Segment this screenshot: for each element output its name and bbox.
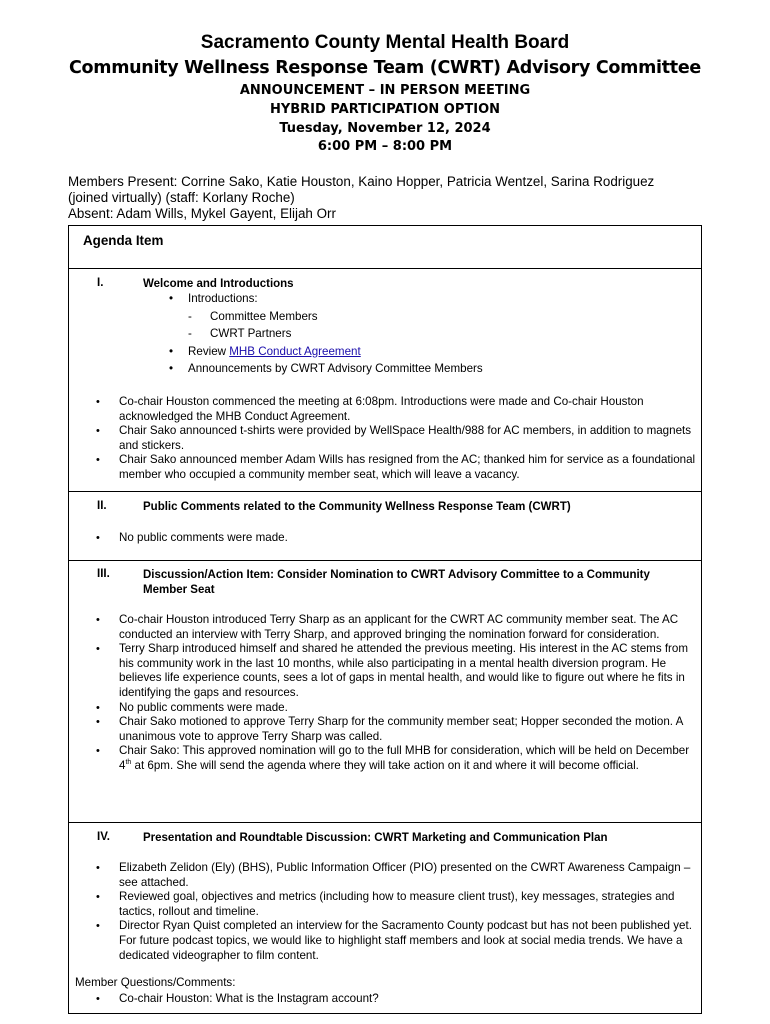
section-2-notes: [69, 531, 703, 546]
member-questions: [69, 992, 703, 1007]
row-divider: [69, 268, 701, 269]
list-item: [69, 343, 703, 361]
note-text: at 6pm. She will send the agenda where they will take action on it and where it will become official.: [131, 758, 639, 772]
org-title: Sacramento County Mental Health Board: [200, 32, 570, 53]
ordinal-suffix: th: [125, 759, 132, 767]
conduct-agreement-link[interactable]: MHB Conduct Agreement: [229, 344, 361, 358]
list-item: [69, 744, 703, 773]
section-title: Presentation and Roundtable Discussion: CWRT Marketing and Communication Plan: [143, 832, 608, 844]
section-title: Public Comments related to the Community Wellness Response Team (CWRT): [143, 501, 571, 513]
members-absent: Absent: Adam Wills, Mykel Gayent, Elijah Orr: [68, 206, 336, 221]
list-item: • Chair Sako announced member Adam Wills has resigned from the AC; thanked him for service as a foundational member who occupied a community member seat, which will leave a vacancy.: [69, 453, 703, 482]
intro-outline: [69, 290, 703, 378]
section-3-notes: [69, 613, 703, 774]
list-item: • Chair Sako announced t-shirts were provided by WellSpace Health/988 for AC members, in addition to magnets and stickers.: [69, 424, 703, 453]
list-item: - Committee Members: [69, 308, 703, 326]
list-item: • Elizabeth Zelidon (Ely) (BHS), Public Information Officer (PIO) presented on the CWRT Awareness Campaign – see attached.: [69, 861, 703, 890]
row-divider: [69, 822, 701, 823]
section-number: IV.: [97, 831, 111, 843]
section-title: Welcome and Introductions: [143, 278, 294, 290]
row-divider: [69, 491, 701, 492]
list-item: • Terry Sharp introduced himself and shared he attended the previous meeting. His interest in the AC stems from his community work in the last 10 months, while also participating in a mental health diversion program. He believes life experience counts, sees a lot of gaps in mental health, and would like to figure out where he fits in identifying the gaps and resources.: [69, 642, 703, 700]
committee-title: Community Wellness Response Team (CWRT) Advisory Committee: [69, 58, 701, 78]
list-item: • Announcements by CWRT Advisory Committee Members: [69, 360, 703, 378]
members-present-cont: (joined virtually) (staff: Korlany Roche): [68, 190, 295, 205]
meeting-date: Tuesday, November 12, 2024: [279, 121, 491, 136]
member-questions-label: Member Questions/Comments:: [75, 976, 236, 989]
attendance: [68, 174, 718, 222]
section-1-notes: [69, 395, 703, 483]
announcement-line: ANNOUNCEMENT – IN PERSON MEETING: [239, 83, 531, 98]
list-item: • No public comments were made.: [69, 701, 703, 716]
list-item: • Director Ryan Quist completed an interview for the Sacramento County podcast but has not been published yet. For future podcast topics, we would like to highlight staff members and look at social media trends. We have a dedicated videographer to film content.: [69, 919, 703, 963]
list-item: • Chair Sako motioned to approve Terry Sharp for the community member seat; Hopper seconded the motion. A unanimous vote to approve Terry Sharp was called.: [69, 715, 703, 744]
agenda-header: Agenda Item: [83, 233, 164, 248]
members-present: Members Present: Corrine Sako, Katie Houston, Kaino Hopper, Patricia Wentzel, Sarina Rodriguez: [68, 174, 655, 189]
agenda-table: [68, 225, 702, 1014]
section-4-notes: [69, 861, 703, 963]
section-number: I.: [97, 277, 104, 289]
list-item: • Co-chair Houston introduced Terry Sharp as an applicant for the CWRT AC community member seat. The AC conducted an interview with Terry Sharp, and approved bringing the nomination forward for consideration.: [69, 613, 703, 642]
list-item: - CWRT Partners: [69, 325, 703, 343]
list-item: • Co-chair Houston: What is the Instagram account?: [69, 992, 703, 1007]
note-text: Chair Sako: This approved nomination will go to the full MHB for consideration, which will be held on December 4: [119, 744, 690, 772]
section-number: III.: [97, 568, 110, 580]
list-item: • Co-chair Houston commenced the meeting at 6:08pm. Introductions were made and Co-chair Houston acknowledged the MHB Conduct Agreement.: [69, 395, 703, 424]
section-number: II.: [97, 500, 107, 512]
list-item: • No public comments were made.: [69, 531, 703, 546]
meeting-time: 6:00 PM – 8:00 PM: [317, 139, 453, 154]
row-divider: [69, 560, 701, 561]
list-item: • Reviewed goal, objectives and metrics (including how to measure client trust), key messages, strategies and tactics, rollout and timeline.: [69, 890, 703, 919]
section-title: Discussion/Action Item: Consider Nomination to CWRT Advisory Committee to a Community Member Seat: [143, 569, 650, 596]
hybrid-line: HYBRID PARTICIPATION OPTION: [269, 102, 501, 117]
list-item: • Introductions:: [69, 290, 703, 308]
review-prefix: Review: [188, 344, 230, 358]
